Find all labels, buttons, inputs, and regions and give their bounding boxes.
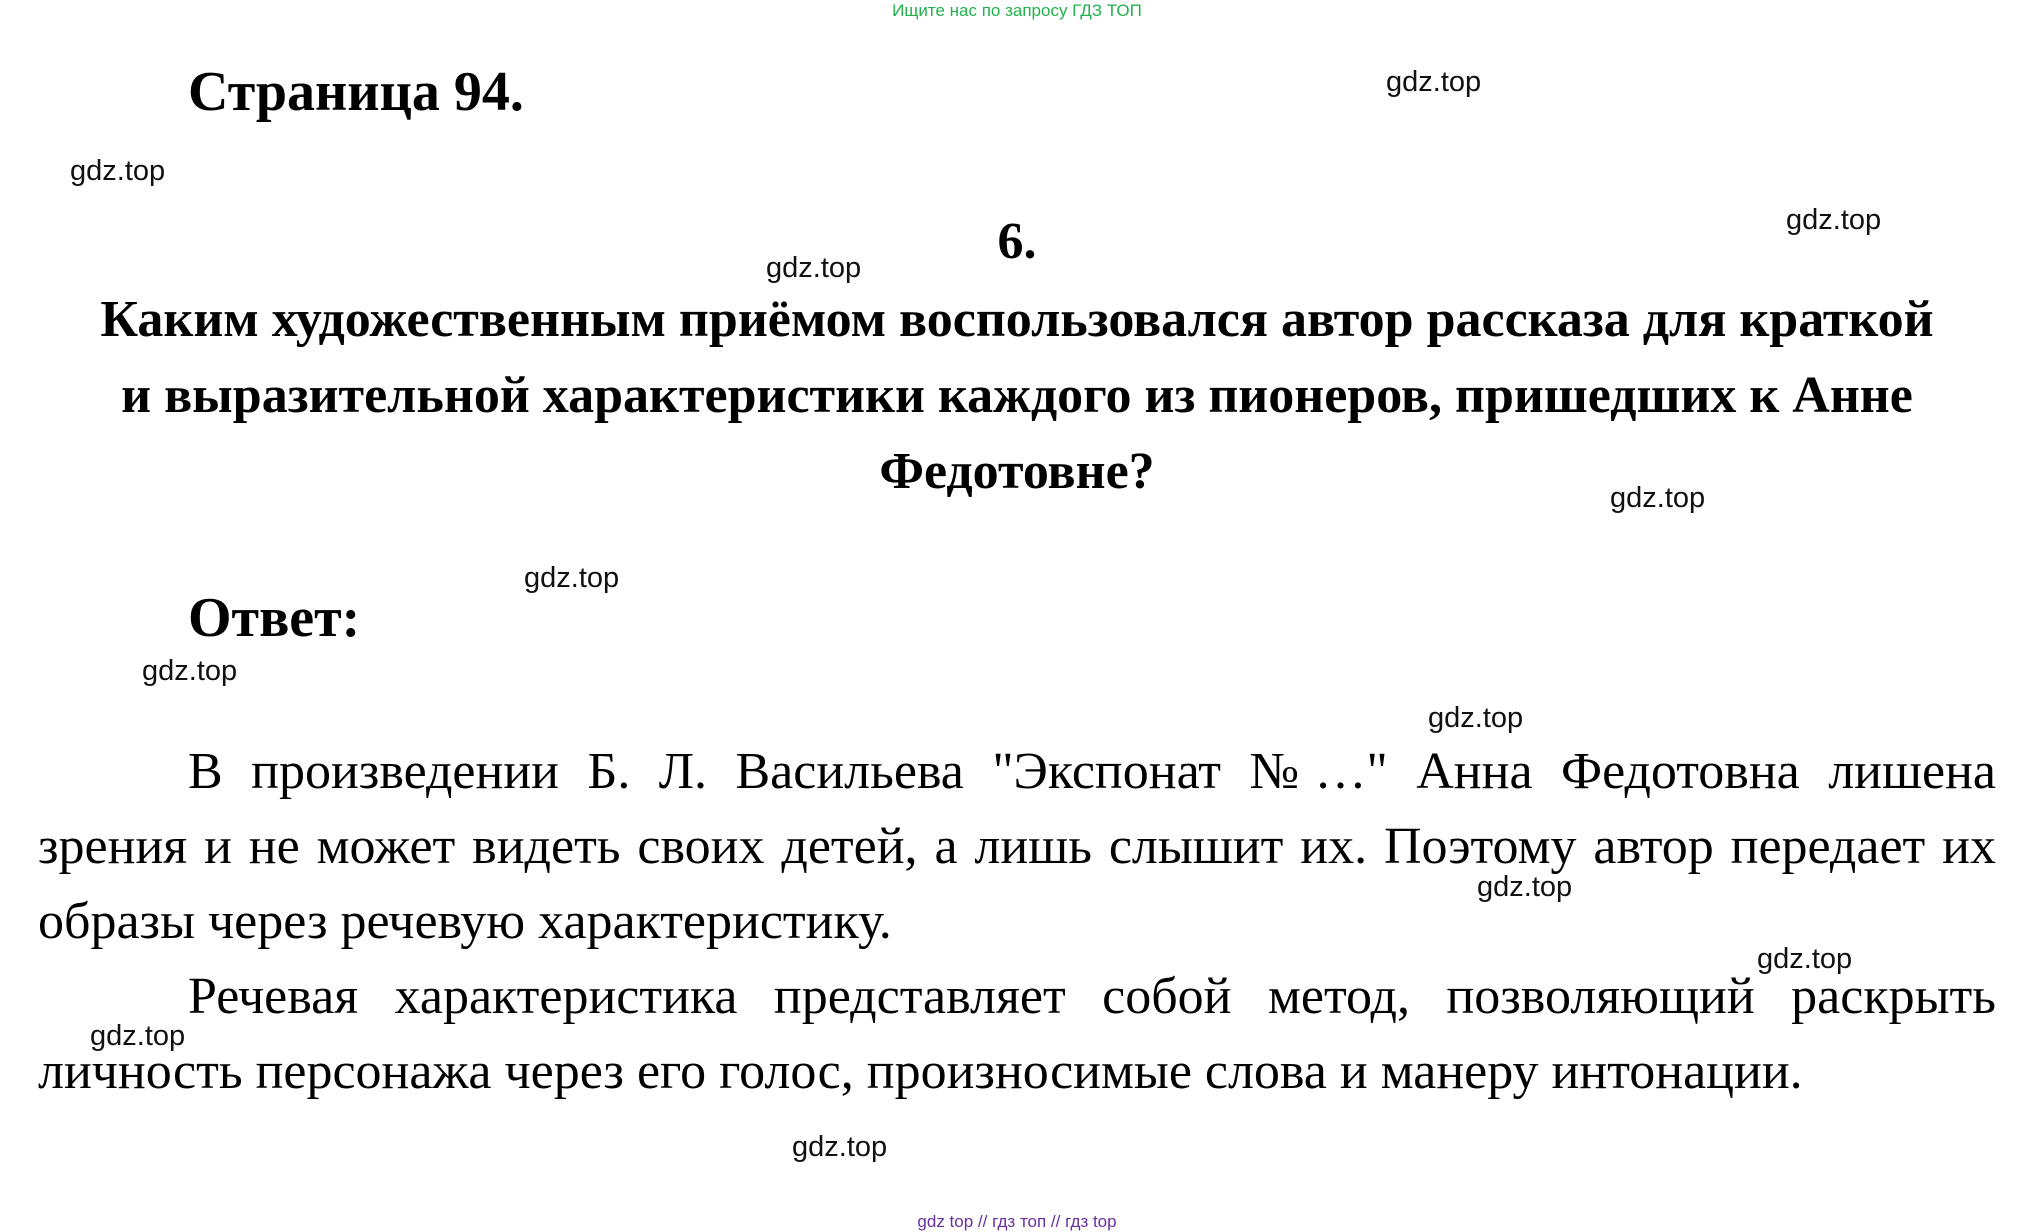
watermark: gdz.top — [70, 155, 166, 187]
page-title: Страница 94. — [188, 61, 524, 123]
answer-paragraph-2: Речевая характеристика представляет собой метод, позволяющий раскрыть личность персонажа через его голос, произносимые слова и манеру интонации. — [38, 968, 1996, 1100]
watermark: gdz.top — [90, 1020, 186, 1052]
watermark: gdz.top — [1386, 66, 1482, 98]
watermark: gdz.top — [1786, 204, 1882, 236]
task-number: 6. — [997, 213, 1037, 270]
watermark: gdz.top — [1477, 871, 1573, 903]
answer-paragraph-1: В произведении Б. Л. Васильева "Экспонат №…" Анна Федотовна лишена зрения и не может видеть своих детей, а лишь слышит их. Поэтому автор передает их образы через речевую характеристику. — [38, 743, 1996, 950]
watermark: gdz.top — [1757, 943, 1853, 975]
top-banner: Ищите нас по запросу ГДЗ ТОП — [892, 1, 1142, 20]
watermark: gdz.top — [1610, 482, 1706, 514]
task-question: Каким художественным приёмом воспользовался автор рассказа для краткой и выразительной характеристики каждого из пионеров, пришедших к Анне Федотовне? — [100, 291, 1934, 500]
answer-body — [38, 734, 1996, 1109]
watermark: gdz.top — [1428, 702, 1524, 734]
watermark: gdz.top — [524, 562, 620, 594]
answer-label: Ответ: — [188, 587, 361, 649]
watermark: gdz.top — [766, 252, 862, 284]
watermark: gdz.top — [792, 1131, 888, 1163]
watermark: gdz.top — [142, 655, 238, 687]
footer-banner: gdz top // гдз топ // гдз top — [917, 1212, 1117, 1231]
